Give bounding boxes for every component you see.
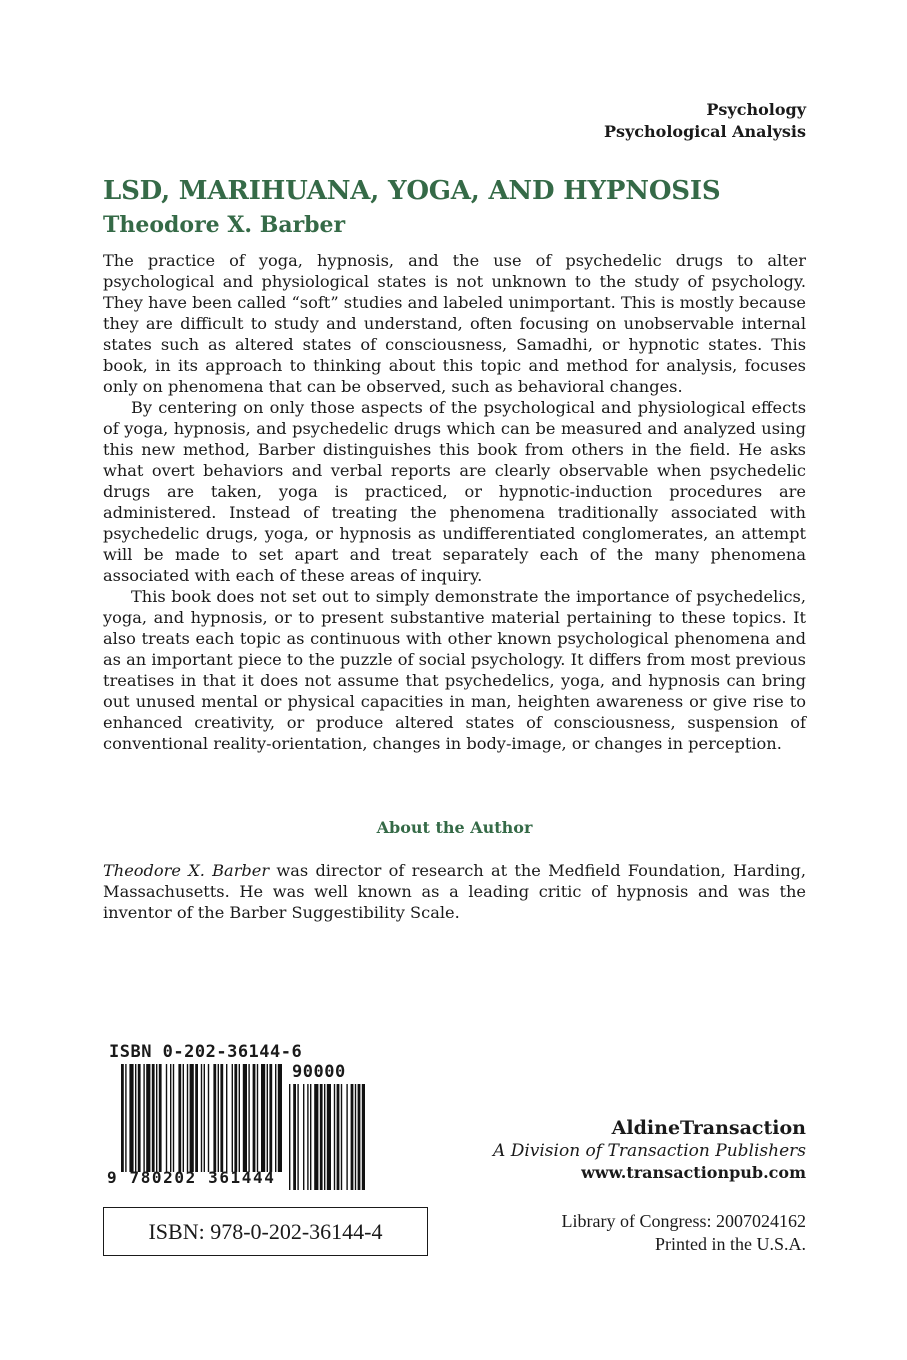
barcode-addon-digits: 90000 [292,1062,346,1082]
barcode-bar [138,1064,141,1172]
barcode-bar [201,1064,202,1172]
barcode-bar [346,1084,347,1190]
barcode-bar [248,1064,249,1172]
about-author-bio: was director of research at the Medfield Foundation, Harding, Massachusetts. He was well known as a leading critic of hypnosis and was the inventor of the Barber Suggestibility Scale. [103,861,806,922]
publisher-block [493,1116,806,1183]
barcode-ean-digits: 9 780202 361444 [107,1168,276,1187]
barcode-bar [253,1064,256,1172]
barcode-bar [156,1064,157,1172]
category-primary: Psychology [706,100,806,119]
barcode-bar [307,1084,308,1190]
barcode-bar [121,1064,124,1172]
barcode-bar [183,1064,184,1172]
barcode-bar [143,1064,144,1172]
isbn-barcode [103,1042,369,1193]
barcode-bar [239,1064,240,1172]
barcode-bar [204,1064,205,1172]
barcode-bar [257,1064,258,1172]
isbn-13-box: ISBN: 978-0-202-36144-4 [103,1207,428,1256]
library-of-congress: Library of Congress: 2007024162 [561,1211,806,1231]
barcode-bar [146,1064,150,1172]
barcode-bar [135,1064,136,1172]
about-author-text [103,860,806,923]
barcode-bar [173,1064,174,1172]
barcode-bar [195,1064,198,1172]
colophon [562,1210,806,1256]
about-author-name: Theodore X. Barber [103,861,270,880]
barcode-bar [275,1064,276,1172]
barcode-bar [334,1084,335,1190]
book-description [103,250,806,754]
barcode-bar [358,1084,361,1190]
publisher-division: A Division of Transaction Publishers [493,1141,806,1161]
barcode-bar [152,1064,155,1172]
subject-categories [604,99,806,143]
barcode-bar [261,1064,265,1172]
barcode-bar [125,1064,126,1172]
barcode-bar [220,1064,223,1172]
barcode-bar [218,1064,219,1172]
barcode-bar [314,1084,318,1190]
barcode-bar [170,1064,171,1172]
barcode-bar [269,1064,272,1172]
barcode-bar [226,1064,227,1172]
description-paragraph: This book does not set out to simply demonstrate the importance of psychedelics, yoga, and hypnosis, or to present substantive material pertaining to these topics. It also treats each topic as continuous with other known psychological phenomena and as an important piece to the puzzle of social psychology. It differs from most previous treatises in that it does not assume that psychedelics, yoga, and hypnosis can bring out unused mental or physical capacities in man, heighten awareness or give rise to enhanced creativity, or produce altered states of consciousness, suspension of conventional reality-orientation, changes in body-image, or changes in perception. [103,587,806,753]
barcode-bar [293,1084,296,1190]
barcode-bar [362,1084,365,1190]
printed-in: Printed in the U.S.A. [655,1234,806,1254]
book-title: LSD, MARIHUANA, YOGA, AND HYPNOSIS [103,176,721,206]
barcode-bar [303,1084,304,1190]
about-author-heading: About the Author [376,818,533,837]
barcode-bar [166,1064,167,1172]
barcode-bar [187,1064,188,1172]
barcode-bar [159,1064,162,1172]
barcode-bar [129,1064,133,1172]
barcode-bar [190,1064,194,1172]
barcode-bar [232,1064,233,1172]
category-secondary: Psychological Analysis [603,122,806,141]
barcode-bar [310,1084,311,1190]
book-author: Theodore X. Barber [103,212,346,238]
barcode-bar [178,1064,181,1172]
publisher-name: AldineTransaction [611,1117,806,1139]
barcode-bar [297,1084,298,1190]
publisher-url: www.transactionpub.com [581,1163,806,1182]
description-paragraph: By centering on only those aspects of the psychological and physiological effects of yoga, hypnosis, and psychedelic drugs which can be measured and analyzed using this new method, Barber distinguishes this book from others in the field. He asks what overt behaviors and verbal reports are clearly observable when psychedelic drugs are taken, yoga is practiced, or hypnotic-induction procedures are administered. Instead of treating the phenomena traditionally associated with psychedelic drugs, yoga, or hypnosis as undifferentiated conglomerates, an attempt will be made to set apart and treat separately each of the many phenomena associated with each of these areas of inquiry. [103,398,806,585]
barcode-bar [341,1084,342,1190]
barcode-bar [355,1084,356,1190]
barcode-bar [320,1084,323,1190]
barcode-bar [337,1084,340,1190]
barcode-bar [208,1064,209,1172]
barcode-bar [243,1064,247,1172]
barcode-isbn-label: ISBN 0-202-36144-6 [109,1042,303,1062]
barcode-bar [324,1084,325,1190]
barcode-bar [213,1064,216,1172]
barcode-bar [278,1064,282,1172]
description-paragraph: The practice of yoga, hypnosis, and the use of psychedelic drugs to alter psychological and physiological states is not unknown to the study of psychology. They have been called “soft” studies and labeled unimportant. This is mostly because they are difficult to study and understand, often focusing on unobservable internal states such as altered states of consciousness, Samadhi, or hypnotic states. This book, in its approach to thinking about this topic and method for analysis, focuses only on phenomena that can be observed, such as behavioral changes. [103,251,806,396]
barcode-bar [234,1064,237,1172]
barcode-bar [327,1084,331,1190]
barcode-bar [289,1084,290,1190]
barcode-bar [267,1064,268,1172]
barcode-bar [351,1084,354,1190]
